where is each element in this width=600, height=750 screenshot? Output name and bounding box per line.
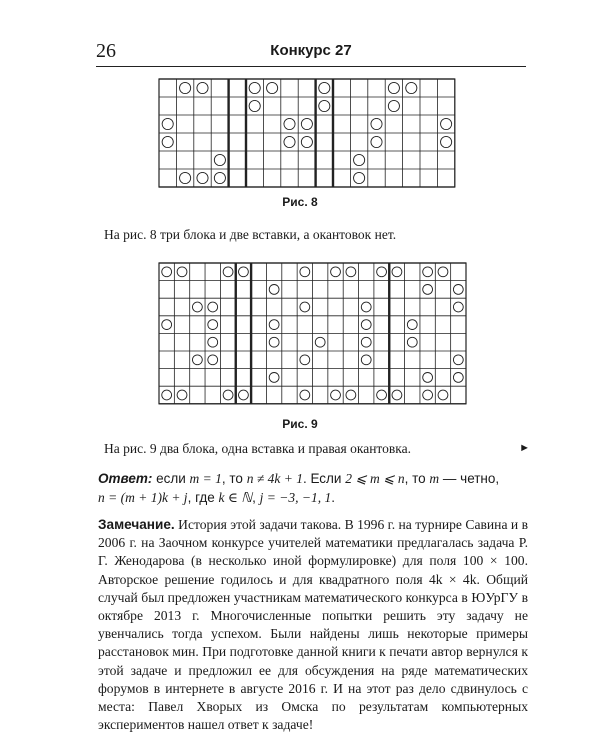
mine-circle [162, 320, 172, 330]
running-title: Конкурс 27 [270, 42, 352, 59]
mine-circle [377, 390, 387, 400]
answer-text: , то [404, 471, 430, 486]
answer-text: если [152, 471, 190, 486]
answer-math: m [429, 471, 440, 486]
mine-circle [162, 136, 173, 147]
mine-circle [300, 302, 310, 312]
page-number: 26 [96, 40, 116, 62]
remark-paragraph [98, 516, 528, 734]
mine-circle [249, 82, 260, 93]
mine-circle [346, 390, 356, 400]
end-of-solution-marker: ► [519, 442, 530, 454]
answer-text: , [252, 490, 260, 505]
mine-circle [371, 136, 382, 147]
mine-circle [249, 100, 260, 111]
mine-circle [423, 267, 433, 277]
answer-math: k ∈ ℕ [218, 490, 253, 505]
mine-circle [423, 284, 433, 294]
mine-circle [354, 172, 365, 183]
figure-9-description-text: На рис. 9 два блока, одна вставка и правая окантовка. [104, 441, 411, 456]
mine-circle [214, 172, 225, 183]
mine-circle [423, 372, 433, 382]
mine-circle [361, 355, 371, 365]
mine-circle [208, 355, 218, 365]
mine-circle [223, 267, 233, 277]
figure-9-description [104, 440, 530, 457]
mine-circle [453, 372, 463, 382]
mine-circle [453, 284, 463, 294]
mine-circle [197, 82, 208, 93]
mine-circle [180, 82, 191, 93]
answer-math: m = 1 [189, 471, 222, 486]
mine-circle [315, 337, 325, 347]
mine-circle [423, 390, 433, 400]
mine-circle [162, 267, 172, 277]
mine-circle [361, 302, 371, 312]
figure-8-grid [158, 78, 456, 188]
mine-circle [438, 390, 448, 400]
answer-text: , где [187, 490, 219, 505]
mine-circle [180, 172, 191, 183]
mine-circle [301, 118, 312, 129]
mine-circle [441, 136, 452, 147]
mine-circle [208, 302, 218, 312]
mine-circle [269, 337, 279, 347]
figure-8-description: На рис. 8 три блока и две вставки, а окантовок нет. [104, 227, 397, 242]
figure-9-caption: Рис. 9 [282, 417, 318, 431]
mine-circle [377, 267, 387, 277]
mine-circle [331, 267, 341, 277]
mine-circle [214, 154, 225, 165]
mine-circle [162, 390, 172, 400]
mine-circle [319, 100, 330, 111]
mine-circle [346, 267, 356, 277]
mine-circle [407, 320, 417, 330]
mine-circle [300, 355, 310, 365]
mine-circle [354, 154, 365, 165]
mine-circle [371, 118, 382, 129]
mine-circle [284, 136, 295, 147]
mine-circle [361, 337, 371, 347]
mine-circle [239, 390, 249, 400]
header-rule [96, 66, 526, 67]
mine-circle [441, 118, 452, 129]
mine-circle [208, 320, 218, 330]
answer-label: Ответ: [98, 471, 153, 486]
figure-8-caption: Рис. 8 [282, 195, 318, 209]
answer-math: n ≠ 4k + 1 [246, 471, 303, 486]
figure-9-grid [158, 262, 467, 405]
mine-circle [177, 390, 187, 400]
mine-circle [192, 302, 202, 312]
page-header [96, 40, 526, 64]
mine-circle [197, 172, 208, 183]
mine-circle [162, 118, 173, 129]
mine-circle [269, 320, 279, 330]
remark-body: История этой задачи такова. В 1996 г. на турнире Савина и в 2006 г. на Заочном конкурсе учителей математики предлагалась задача Р. Г. Женодарова (в несколько иной формулировке) для поля 100 × 100. Авторское решение годилось и для квадратного поля 4k × 4k. Общий случай был предложен участникам математического конкурса в ЮУрГУ в октябре 2013 г. Многочисленные попытки решить эту задачу не увенчались тогда успехом. Были найдены лишь некоторые примеры расстановок мин. При подготовке данной книги к печати автор вернулся к этой задаче и предложил ее для обсуждения на ряде математических форумов в интернете в августе 2016 г. И на этот раз дело сдвинулось с места: Павел Хворых из Омска по результатам компьютерных экспериментов нашел ответ к задаче! [98, 517, 528, 733]
mine-circle [239, 267, 249, 277]
mine-circle [331, 390, 341, 400]
mine-circle [406, 82, 417, 93]
mine-circle [267, 82, 278, 93]
answer-text: . [331, 490, 335, 505]
answer-text: . Если [302, 471, 346, 486]
answer-math: n = (m + 1)k + j [98, 490, 188, 505]
answer-math: 2 ⩽ m ⩽ n [345, 471, 405, 486]
mine-circle [192, 355, 202, 365]
mine-circle [392, 390, 402, 400]
mine-circle [300, 390, 310, 400]
answer-block [98, 469, 528, 507]
mine-circle [388, 100, 399, 111]
mine-circle [284, 118, 295, 129]
remark-label: Замечание. [98, 517, 175, 532]
mine-circle [177, 267, 187, 277]
mine-circle [438, 267, 448, 277]
mine-circle [223, 390, 233, 400]
mine-circle [392, 267, 402, 277]
answer-text: — четно, [439, 471, 500, 486]
mine-circle [300, 267, 310, 277]
mine-circle [388, 82, 399, 93]
mine-circle [407, 337, 417, 347]
mine-circle [453, 302, 463, 312]
mine-circle [269, 372, 279, 382]
answer-text: , то [221, 471, 247, 486]
mine-circle [361, 320, 371, 330]
mine-circle [453, 355, 463, 365]
mine-circle [301, 136, 312, 147]
mine-circle [319, 82, 330, 93]
mine-circle [269, 284, 279, 294]
answer-math: j = −3, −1, 1 [259, 490, 332, 505]
mine-circle [208, 337, 218, 347]
